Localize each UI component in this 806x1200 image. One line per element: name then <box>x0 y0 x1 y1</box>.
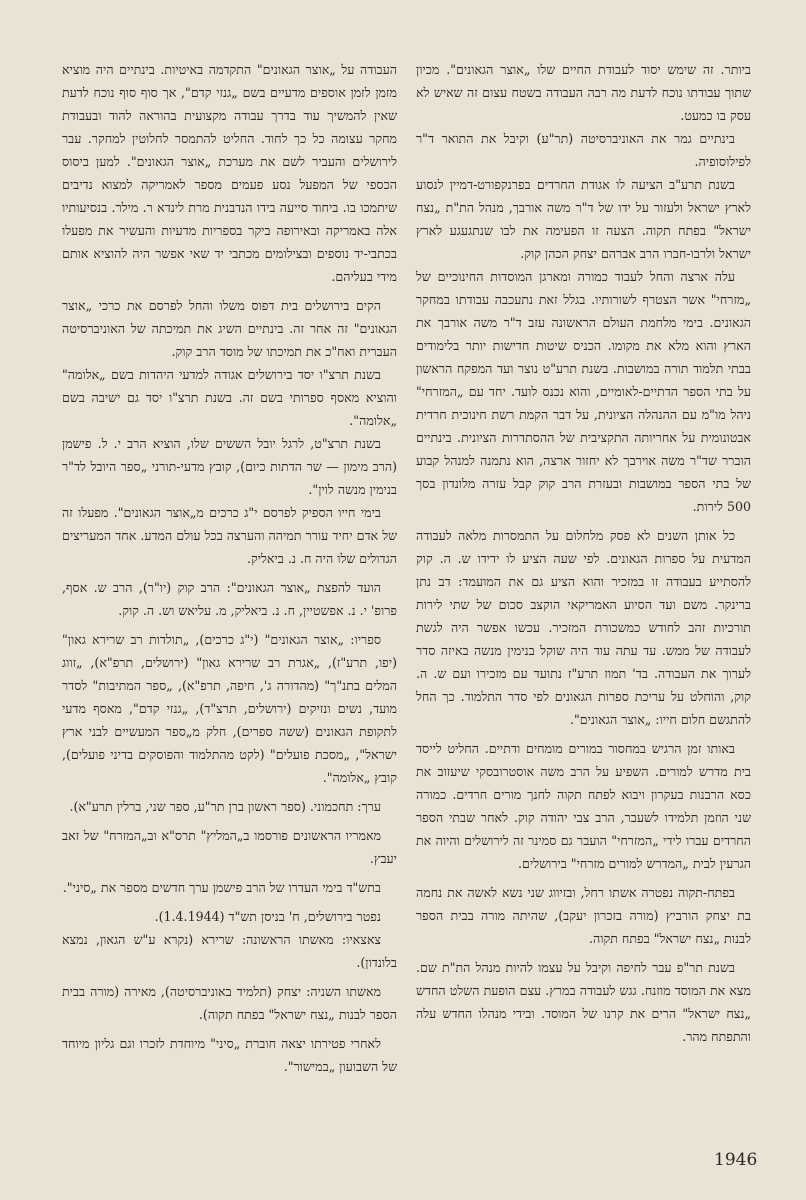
paragraph: ערך: תחכמוני. (ספר ראשון ברן תר"ע, ספר שני, ברלין תרע"א). <box>69 799 381 814</box>
paragraph: בפתח-תקוה נפטרה אשתו רחל, ובזיווג שני נשא לאשה את נחמה בת יצחק הורביץ (מורה בזכרון יעקב), שהיתה מורה בבית הספר לבנות „נצח ישראל" בפתח תקוה. <box>416 885 751 946</box>
paragraph: באותו זמן הרגיש במחסור במורים מומחים ודתיים. החליט לייסד בית מדרש למורים. השפיע על הרב משה אוסטרובסקי שיעזוב את כסא הרבנות בעקרון ויבוא לפתח תקוה לחנך מורים חרדים. כמורה שני הוזמן תלמידו לשעבר, הרב צבי יהודה קוק. לאחר שבתי הספר החרדים עברו לידי „המזרחי" הועבר גם סמינר זה לירושלים והיוה את הגרעין לבית „המדרש למורים מזרחי" בירושלים. <box>416 741 751 871</box>
left-column <box>62 58 397 1078</box>
paragraph: בימי חייו הספיק לפרסם י"ג כרכים מ„אוצר הגאונים". מפעלו זה של אדם יחיד עורר תמיהה והערצה בכל עולם המדע. אחד המעריצים הגדולים שלו היה ח. נ. ביאליק. <box>62 505 397 566</box>
paragraph: כל אותן השנים לא פסק מלחלום על התמסרות מלאה לעבודה המדעית על ספרות הגאונים. לפי שעה הציע לו ידידו ש. ה. קוק להסתייע בעבודה זו במזכיר והוא הציע גם את המועמד: דב נתן ברינקר. משם ועד הסיוע האמריקאי הוקצב סכום של שתי לירות תורכיות זהב לחודש כמשכורת המזכיר. עכשו אפשר היה לגשת לעבודה של ממש. עד עתה עוד היה שוקל בנימין מנשה באיזה סדר לערוך את העבודה. בד' תמוז תרע"ז נתועד עם מזכירו ועם ש. ה. קוק, והוחלט על עריכת ספרות הגאונים לפי סדר התלמוד. כך החל להתגשם חלום חייו: „אוצר הגאונים". <box>416 528 751 727</box>
paragraph: בשנת תרצ"ט, לרגל יובל הששים שלו, הוציא הרב י. ל. פישמן (הרב מימון — שר הדתות כיום), קובץ מדעי-תורני „ספר היובל לד"ר בנימין מנשה לוין". <box>62 436 397 497</box>
page-number: 1946 <box>714 1150 758 1170</box>
paragraph: נפטר בירושלים, ח' בניסן תש"ד (1.4.1944). <box>154 909 381 924</box>
paragraph: עלה ארצה והחל לעבוד כמורה ומארגן המוסדות החינוכיים של „מזרחי" אשר הצטרף לשורותיו. בגלל זאת נתעכבה עבודתו במחקר הגאונים. בימי מלחמת העולם הראשונה עזב ד"ר משה אורבך את הארץ והוא מלא את מקומו. הכניס שיטות חדישות יותר בלימודים בבתי תלמוד תורה במושבות. בשנת תרע"ט נוצר ועד המפקח הראשון על בתי הספר הדתיים-לאומיים, והוא נכנס לועד. יחד עם „המזרחי" ניהל מו"מ עם ההנהלה הציונית, על דבר הקמת רשת חינוכית חרדית אבטונומית על אחריותה התקציבית של ההסתדרות הציונית. בינתיים הוברר שד"ר משה אוירבך לא יחזור ארצה, הוא נתמנה למנהל קבוע של בתי הספר במושבות ובעזרת הרב קוק קבל עזרה מלונדון בסך 500 לירות. <box>416 269 751 514</box>
paragraph: בינתיים גמר את האוניברסיטה (תר"ע) וקיבל את התואר ד"ר לפילוסופיה. <box>416 131 751 169</box>
paragraph: ספריו: „אוצר הגאונים" (י"ג כרכים), „תולדות רב שרירא גאון" (יפו, תרע"ז), „אגרת רב שרירא גאון" (ירושלים, תרפ"א), „זווג המלים בתנ"ך" (מהדורה ג', חיפה, תרפ"א), „ספר המתיבות" לסדר מועד, נשים ונזיקים (ירושלים, תרצ"ד), „גנזי קדם", מאסף מדעי לתקופת הגאונים (ששה ספרים), חלק מ„ספר המעשיים לבני ארץ ישראל", „מסכת פועלים" (לקט מהתלמוד והפוסקים בדיני פועלים), קובץ „אלומה". <box>62 632 397 785</box>
paragraph: בשנת תר"פ עבר לחיפה וקיבל על עצמו להיות מנהל הת"ת שם. מצא את המוסד מוזנח. גגש לעבודה במרץ. עצם הופעת השלט החדש „נצח ישראל" הרים את קרנו של המוסד. ובידי מנהלו החדש עלה והתפתח מהר. <box>416 960 751 1044</box>
paragraph: בשנת תרצ"ו יסד בירושלים אגודה למדעי היהדות בשם „אלומה" והוציא מאסף ספרותי בשם זה. בשנת תרצ"ו יסד גם ישיבה בשם „אלומה". <box>62 367 397 428</box>
paragraph: בתש"ד בימי העדרו של הרב פישמן ערך חדשים מספר את „סיני". <box>62 880 381 895</box>
paragraph: הקים בירושלים בית דפוס משלו והחל לפרסם את כרכי „אוצר הגאונים" זה אחר זה. בינתיים השיג את תמיכתה של האוניברסיטה העברית ואח"כ את תמיכתו של מוסד הרב קוק. <box>62 298 397 359</box>
paragraph: העבודה על „אוצר הגאונים" התקדמה באיטיות. בינתיים היה מוציא מזמן לזמן אוספים מדעיים בשם „גנזי קדם", אך סוף סוף נוכח לדעת שאין להמשיך עוד בדרך עבודה מקצועית בהוראה להוד ובעבודת מחקר עצומה כל כך לחוד. החליט להתמסר לחלוטין למחקר. עבר לירושלים והעביר לשם את מערכת „אוצר הגאונים". למען ביסוס הכספי של המפעל נסע פעמים מספר לאמריקה למצוא נדיבים שיתמכו בו. ביחוד סייעה בידו הנדבנית מרת לינדא ר. מילר. בנסיעותיו אלה באמריקה ובאירופה ביקר בספריות מדעיות והעשיר את מפעלו בכתבי-יד נוספים ובצילומים מכתבי יד שאי אפשר היה להוציא אותם מידי בעליהם. <box>62 62 397 284</box>
paragraph: לאחרי פטירתו יצאה חוברת „סיני" מיוחדת לזכרו וגם גליון מיוחד של השבועון „במישור". <box>62 1036 397 1074</box>
paragraph: צאצאיו: מאשתו הראשונה: שרירא (נקרא ע"ש הגאון, נמצא בלונדון). <box>62 932 397 970</box>
paragraph: בשנת תרע"ב הציעה לו אגודת החרדים בפרנקפורט-דמיין לנסוע לארץ ישראל ולעזור על ידו של ד"ר משה אורבך, מנהל הת"ת „נצח ישראל" בפתח תקוה. הצעה זו הפעימה את לבו שנתגעגע לארץ ישראל ולרבו-חברו הרב אברהם יצחק הכהן קוק. <box>416 177 751 261</box>
paragraph: מאמריו הראשונים פורסמו ב„המליץ" תרס"א וב„המזרח" של זאב יעבץ. <box>62 828 397 866</box>
right-column <box>416 58 751 1048</box>
paragraph: הועד להפצת „אוצר הגאונים": הרב קוק (יו"ר), הרב ש. אסף, פרופ' י. נ. אפשטיין, ח. נ. ביאליק, מ. עליאש וש. ה. קוק. <box>62 580 397 618</box>
paragraph: ביותר. זה שימש יסוד לעבודת החיים שלו „אוצר הגאונים". מכיון שתוך עבודתו נוכח לדעת מה רבה העבודה בשטח עצום זה שאיש לא עסק בו כמעט. <box>416 62 751 123</box>
paragraph: מאשתו השניה: יצחק (תלמיד באוניברסיטה), מאירה (מורה בבית הספר לבנות „נצח ישראל" בפתח תקוה). <box>62 984 397 1022</box>
